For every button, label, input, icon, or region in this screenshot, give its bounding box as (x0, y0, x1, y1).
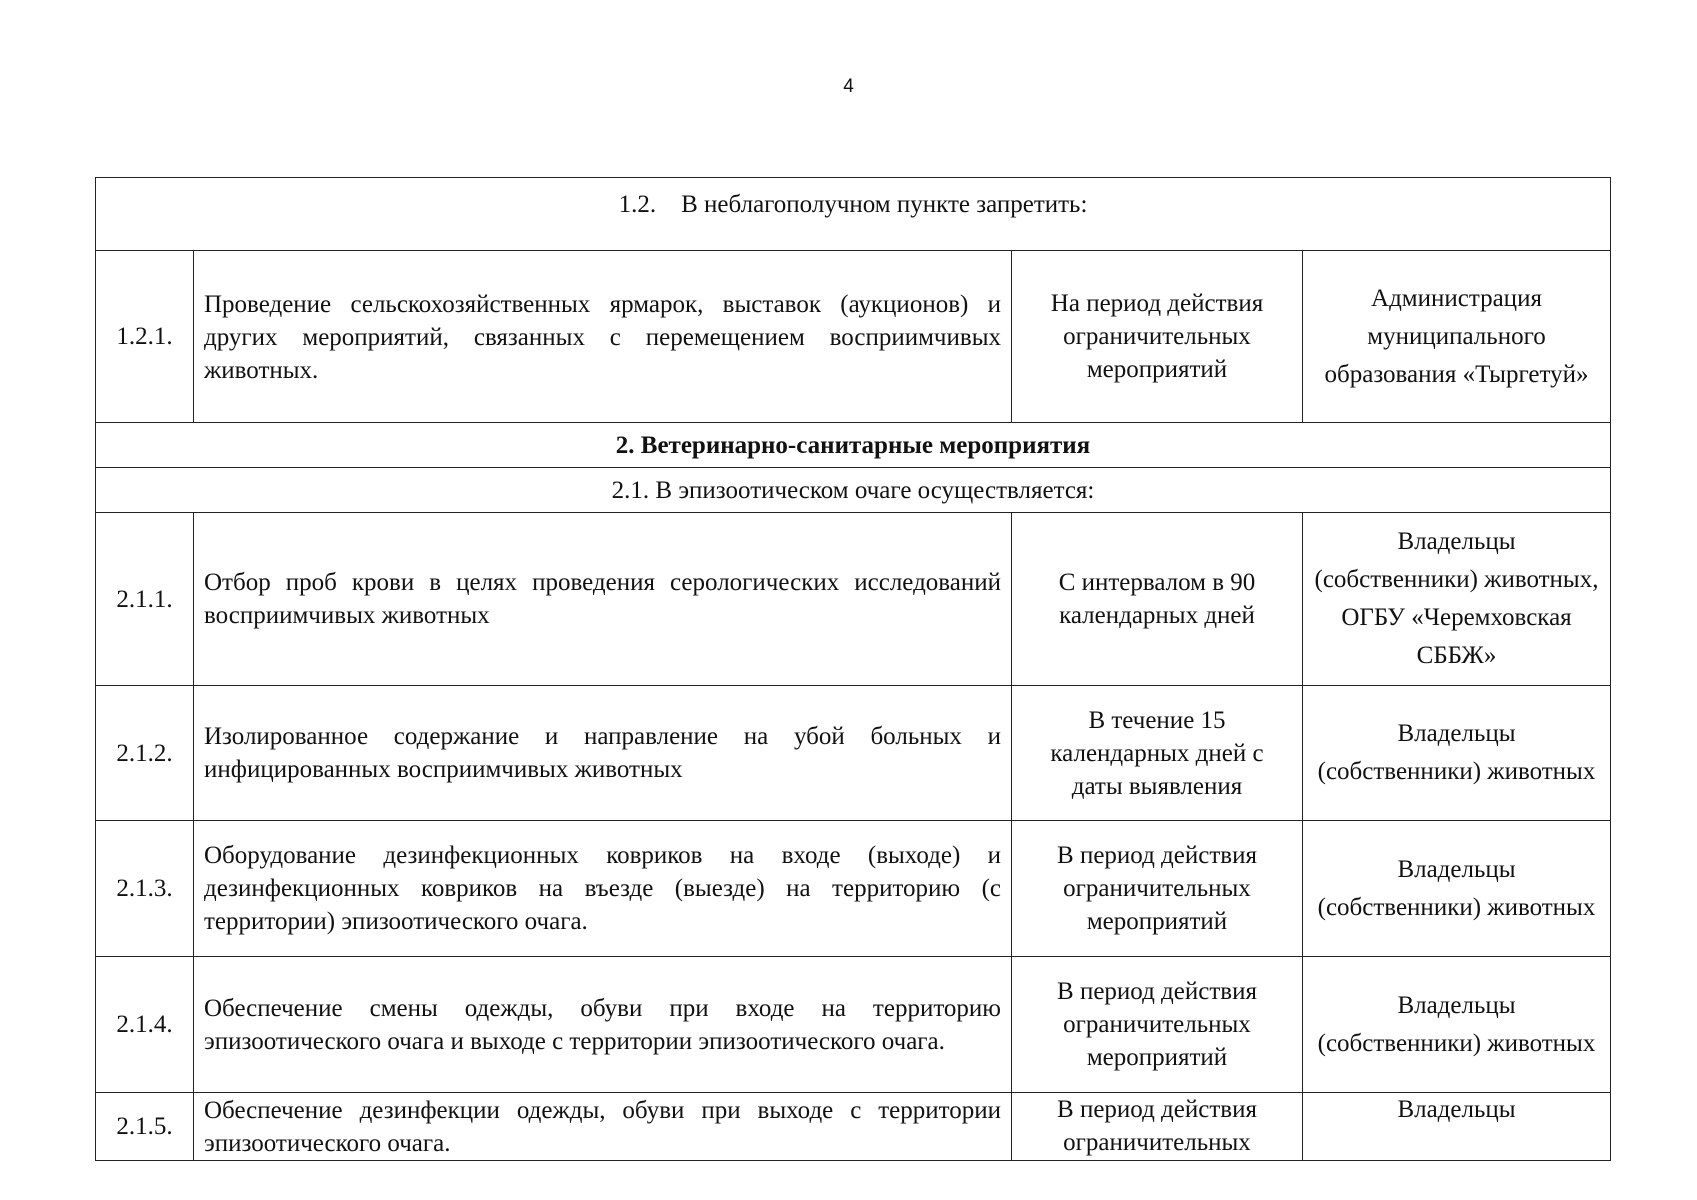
measure-term: На период действия ограничительных мероприятий (1012, 251, 1303, 423)
measure-term: В течение 15 календарных дней с даты выявления (1012, 686, 1303, 821)
table-row (96, 251, 1611, 423)
row-number: 2.1.1. (96, 513, 194, 686)
measure-responsible: Владельцы (собственники) животных (1303, 821, 1611, 957)
measure-description: Обеспечение дезинфекции одежды, обуви при выходе с территории эпизоотического очага. (194, 1093, 1012, 1161)
row-number: 2.1.4. (96, 957, 194, 1093)
page-number: 4 (843, 76, 854, 97)
table-row (96, 686, 1611, 821)
table-row (96, 1093, 1611, 1161)
measure-description: Оборудование дезинфекционных ковриков на входе (выходе) и дезинфекционных ковриков на въезде (выезде) на территорию (с территории) эпизоотического очага. (194, 821, 1012, 957)
measure-responsible: Владельцы (1303, 1093, 1611, 1161)
measure-term: С интервалом в 90 календарных дней (1012, 513, 1303, 686)
measure-description: Проведение сельскохозяйственных ярмарок, выставок (аукционов) и других мероприятий, связанных с перемещением восприимчивых животных. (194, 251, 1012, 423)
measure-term: В период действия ограничительных мероприятий (1012, 821, 1303, 957)
measure-description: Изолированное содержание и направление на убой больных и инфицированных восприимчивых животных (194, 686, 1012, 821)
measure-responsible: Администрация муниципального образования «Тыргетуй» (1303, 251, 1611, 423)
measure-description: Отбор проб крови в целях проведения серологических исследований восприимчивых животных (194, 513, 1012, 686)
section-heading: 2. Ветеринарно-санитарные мероприятия (96, 423, 1611, 468)
row-number: 2.1.3. (96, 821, 194, 957)
row-number: 2.1.2. (96, 686, 194, 821)
measure-description: Обеспечение смены одежды, обуви при входе на территорию эпизоотического очага и выходе с территории эпизоотического очага. (194, 957, 1012, 1093)
measure-responsible: Владельцы (собственники) животных, ОГБУ «Черемховская СББЖ» (1303, 513, 1611, 686)
measures-table (95, 177, 1611, 1161)
row-number: 1.2.1. (96, 251, 194, 423)
row-number: 2.1.5. (96, 1093, 194, 1161)
measure-term: В период действия ограничительных (1012, 1093, 1303, 1161)
subsection-heading: 1.2. В неблагополучном пункте запретить: (96, 178, 1611, 251)
table-row (96, 957, 1611, 1093)
measure-term: В период действия ограничительных мероприятий (1012, 957, 1303, 1093)
section-row (96, 423, 1611, 468)
table-row (96, 513, 1611, 686)
subsection-row (96, 468, 1611, 513)
measure-responsible: Владельцы (собственники) животных (1303, 686, 1611, 821)
subsection-heading: 2.1. В эпизоотическом очаге осуществляется: (96, 468, 1611, 513)
table-row (96, 821, 1611, 957)
measure-responsible: Владельцы (собственники) животных (1303, 957, 1611, 1093)
subsection-row (96, 178, 1611, 251)
